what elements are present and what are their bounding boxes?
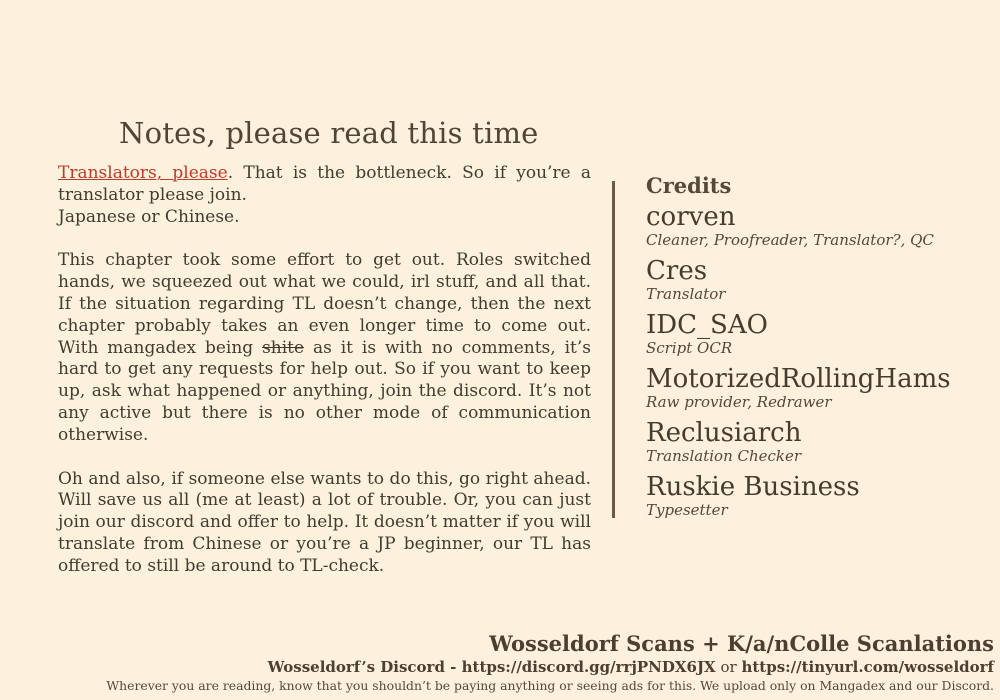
struck-word: shite bbox=[262, 337, 305, 358]
footer-title: Wosseldorf Scans + K/a/nColle Scanlations bbox=[489, 631, 994, 656]
notes-p1-text: . That is the bottleneck. So if you’re a translator please join. bbox=[58, 163, 591, 205]
credit-entry bbox=[646, 364, 951, 411]
credits-divider bbox=[612, 181, 615, 518]
notes-paragraph-3: Oh and also, if someone else wants to do this, go right ahead. Will save us all (me at least) a lot of trouble. Or, you can just join our discord and offer to help. It doesn’t matter if you will translate from Chinese or you’re a JP beginner, our TL has offered to still be around to TL-check. bbox=[58, 468, 591, 576]
credit-role: Translation Checker bbox=[646, 447, 802, 465]
credits-panel bbox=[646, 173, 951, 526]
notes-body bbox=[58, 163, 591, 578]
notes-paragraph-1 bbox=[58, 163, 591, 228]
credits-title: Credits bbox=[646, 173, 732, 198]
credit-name: IDC_SAO bbox=[646, 310, 768, 340]
credit-role: Script OCR bbox=[646, 339, 733, 357]
page-title: Notes, please read this time bbox=[119, 116, 539, 150]
credit-name: MotorizedRollingHams bbox=[646, 364, 951, 394]
notes-p1-languages: Japanese or Chinese. bbox=[58, 206, 240, 227]
discord-link[interactable]: Wosseldorf’s Discord - https://discord.gg/rrjPNDX6JX bbox=[267, 658, 716, 676]
credit-name: Reclusiarch bbox=[646, 418, 802, 448]
translators-please-highlight: Translators, please bbox=[58, 163, 228, 183]
credit-role: Cleaner, Proofreader, Translator?, QC bbox=[646, 231, 934, 249]
credit-entry bbox=[646, 310, 951, 357]
credit-entry bbox=[646, 256, 951, 303]
credit-role: Typesetter bbox=[646, 501, 728, 519]
credit-role: Translator bbox=[646, 285, 726, 303]
credit-role: Raw provider, Redrawer bbox=[646, 393, 832, 411]
notes-paragraph-2 bbox=[58, 250, 591, 446]
notes-p2-text-a: This chapter took some effort to get out. Roles switched hands, we squeezed out what we could, irl stuff, and all that. If the situation regarding TL doesn’t change, then the next chapter probably takes an even longer time to come out. With mangadex being bbox=[58, 250, 591, 358]
notes-p2-text-b: as it is with no comments, it’s hard to get any requests for help out. So if you want to keep up, ask what happened or anything, join the discord. It’s not any active but there is no other mode of communication otherwise. bbox=[58, 337, 591, 445]
tinyurl-link[interactable]: https://tinyurl.com/wosseldorf bbox=[741, 658, 994, 676]
credit-entry bbox=[646, 202, 951, 249]
credit-entry bbox=[646, 472, 951, 519]
footer bbox=[106, 631, 994, 694]
footer-disclaimer: Wherever you are reading, know that you shouldn’t be paying anything or seeing ads for this. We upload only on Mangadex and our Discord. bbox=[106, 678, 994, 693]
credit-name: Ruskie Business bbox=[646, 472, 860, 502]
footer-links bbox=[106, 658, 994, 677]
credit-entry bbox=[646, 418, 951, 465]
footer-or: or bbox=[715, 658, 742, 676]
credit-name: corven bbox=[646, 202, 736, 232]
credit-name: Cres bbox=[646, 256, 708, 286]
